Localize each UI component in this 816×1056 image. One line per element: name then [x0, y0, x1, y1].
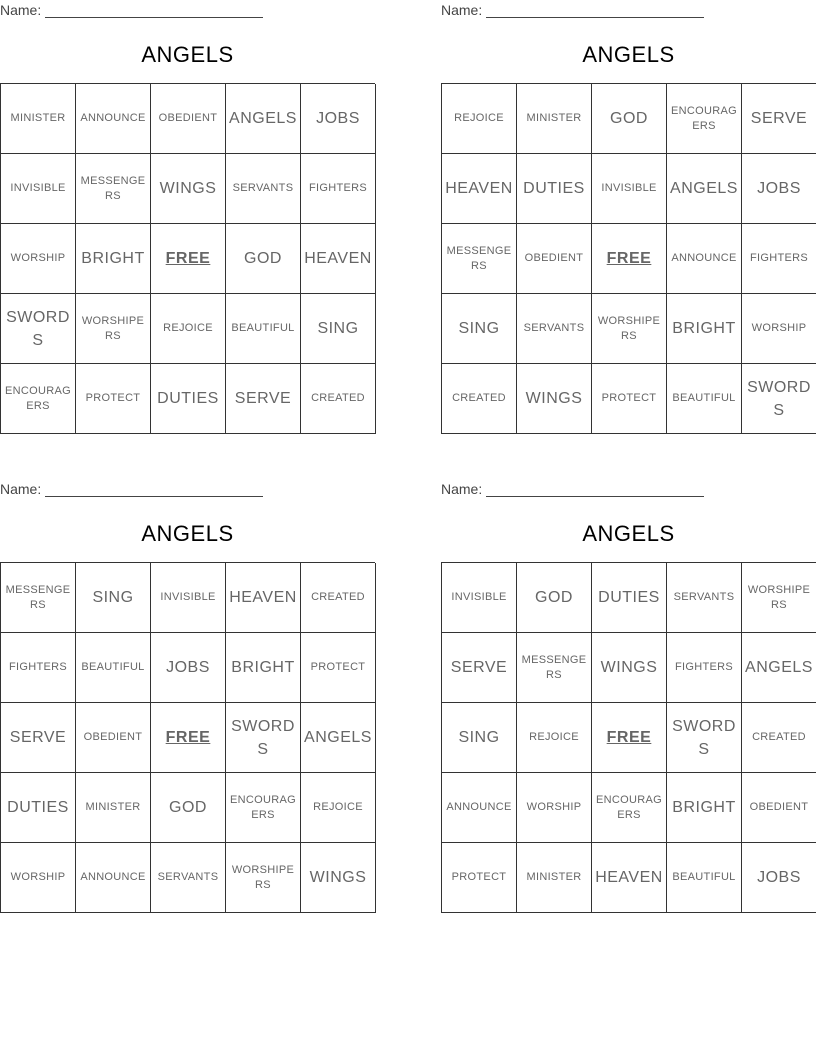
bingo-cell[interactable]: FIGHTERS	[742, 224, 816, 294]
name-underline[interactable]	[486, 483, 704, 497]
name-field	[441, 2, 704, 18]
bingo-cell[interactable]: ANNOUNCE	[76, 84, 151, 154]
bingo-cell[interactable]: BRIGHT	[667, 294, 742, 364]
bingo-cell[interactable]: DUTIES	[517, 154, 592, 224]
bingo-cell[interactable]: FIGHTERS	[301, 154, 376, 224]
bingo-cell[interactable]: MINISTER	[1, 84, 76, 154]
bingo-cell[interactable]: ANNOUNCE	[442, 773, 517, 843]
bingo-cell[interactable]: HEAVEN	[592, 843, 667, 913]
bingo-cell[interactable]: CREATED	[742, 703, 816, 773]
bingo-cell[interactable]: FIGHTERS	[1, 633, 76, 703]
bingo-cell[interactable]: WINGS	[592, 633, 667, 703]
free-space[interactable]: FREE	[151, 224, 226, 294]
bingo-cell[interactable]: BEAUTIFUL	[226, 294, 301, 364]
bingo-cell[interactable]: REJOICE	[517, 703, 592, 773]
bingo-cell[interactable]: DUTIES	[1, 773, 76, 843]
bingo-cell[interactable]: INVISIBLE	[442, 563, 517, 633]
bingo-cell[interactable]: SERVANTS	[151, 843, 226, 913]
free-space[interactable]: FREE	[592, 703, 667, 773]
name-field	[0, 2, 263, 18]
bingo-cell[interactable]: OBEDIENT	[517, 224, 592, 294]
bingo-cell[interactable]: SWORDS	[667, 703, 742, 773]
bingo-cell[interactable]: BRIGHT	[76, 224, 151, 294]
bingo-cell[interactable]: ANGELS	[742, 633, 816, 703]
bingo-card-3	[0, 479, 375, 919]
bingo-cell[interactable]: MESSENGERS	[1, 563, 76, 633]
bingo-cell[interactable]: FIGHTERS	[667, 633, 742, 703]
bingo-cell[interactable]: CREATED	[301, 563, 376, 633]
bingo-card-2	[441, 0, 816, 440]
bingo-cell[interactable]: INVISIBLE	[151, 563, 226, 633]
bingo-cell[interactable]: ANGELS	[226, 84, 301, 154]
bingo-cell[interactable]: BEAUTIFUL	[76, 633, 151, 703]
bingo-cell[interactable]: SERVE	[1, 703, 76, 773]
bingo-cell[interactable]: INVISIBLE	[1, 154, 76, 224]
bingo-cell[interactable]: SERVANTS	[517, 294, 592, 364]
name-field	[441, 481, 704, 497]
bingo-cell[interactable]: DUTIES	[151, 364, 226, 434]
name-field	[0, 481, 263, 497]
bingo-cell[interactable]: WINGS	[151, 154, 226, 224]
bingo-cell[interactable]: GOD	[226, 224, 301, 294]
name-label: Name:	[441, 481, 483, 497]
bingo-cell[interactable]: ANGELS	[301, 703, 376, 773]
name-label: Name:	[0, 2, 42, 18]
bingo-cell[interactable]: WORSHIP	[1, 224, 76, 294]
bingo-cell[interactable]: SWORDS	[742, 364, 816, 434]
card-title: ANGELS	[141, 42, 234, 67]
bingo-cell[interactable]: REJOICE	[442, 84, 517, 154]
bingo-cell[interactable]: GOD	[592, 84, 667, 154]
bingo-cell[interactable]: SERVE	[742, 84, 816, 154]
bingo-cell[interactable]: SWORDS	[1, 294, 76, 364]
name-label: Name:	[441, 2, 483, 18]
free-space[interactable]: FREE	[592, 224, 667, 294]
bingo-cell[interactable]: SWORDS	[226, 703, 301, 773]
bingo-cell[interactable]: MINISTER	[517, 843, 592, 913]
bingo-cell[interactable]: SING	[442, 703, 517, 773]
bingo-cell[interactable]: SERVANTS	[226, 154, 301, 224]
bingo-cell[interactable]: ENCOURAGERS	[592, 773, 667, 843]
bingo-cell[interactable]: MESSENGERS	[76, 154, 151, 224]
bingo-cell[interactable]: HEAVEN	[442, 154, 517, 224]
bingo-grid	[441, 562, 816, 913]
bingo-cell[interactable]: PROTECT	[442, 843, 517, 913]
bingo-cell[interactable]: OBEDIENT	[76, 703, 151, 773]
name-label: Name:	[0, 481, 42, 497]
bingo-cell[interactable]: WORSHIP	[1, 843, 76, 913]
bingo-cell[interactable]: JOBS	[742, 154, 816, 224]
bingo-grid	[0, 562, 375, 913]
name-underline[interactable]	[486, 4, 704, 18]
bingo-cell[interactable]: WORSHIP	[517, 773, 592, 843]
bingo-cell[interactable]: JOBS	[151, 633, 226, 703]
bingo-cell[interactable]: OBEDIENT	[151, 84, 226, 154]
bingo-cell[interactable]: WORSHIP	[742, 294, 816, 364]
bingo-cell[interactable]: CREATED	[301, 364, 376, 434]
card-title: ANGELS	[582, 521, 675, 546]
bingo-cell[interactable]: CREATED	[442, 364, 517, 434]
bingo-grid	[0, 83, 375, 434]
bingo-cell[interactable]: OBEDIENT	[742, 773, 816, 843]
card-title: ANGELS	[582, 42, 675, 67]
bingo-cell[interactable]: GOD	[517, 563, 592, 633]
bingo-cell[interactable]: HEAVEN	[226, 563, 301, 633]
bingo-cell[interactable]: BEAUTIFUL	[667, 364, 742, 434]
bingo-card-1	[0, 0, 375, 440]
bingo-cell[interactable]: JOBS	[742, 843, 816, 913]
bingo-cell[interactable]: ANGELS	[667, 154, 742, 224]
bingo-grid	[441, 83, 816, 434]
bingo-cell[interactable]: WINGS	[301, 843, 376, 913]
bingo-cell[interactable]: HEAVEN	[301, 224, 376, 294]
bingo-cell[interactable]: MESSENGERS	[442, 224, 517, 294]
bingo-card-4	[441, 479, 816, 919]
card-title: ANGELS	[141, 521, 234, 546]
bingo-cell[interactable]: ANNOUNCE	[667, 224, 742, 294]
bingo-cell[interactable]: WORSHIPERS	[742, 563, 816, 633]
bingo-cell[interactable]: BEAUTIFUL	[667, 843, 742, 913]
bingo-cell[interactable]: GOD	[151, 773, 226, 843]
bingo-cell[interactable]: ANNOUNCE	[76, 843, 151, 913]
bingo-cell[interactable]: ENCOURAGERS	[226, 773, 301, 843]
bingo-cell[interactable]: REJOICE	[151, 294, 226, 364]
bingo-cell[interactable]: SERVANTS	[667, 563, 742, 633]
name-underline[interactable]	[45, 483, 263, 497]
bingo-cell[interactable]: INVISIBLE	[592, 154, 667, 224]
bingo-cell[interactable]: MESSENGERS	[517, 633, 592, 703]
bingo-cell[interactable]: PROTECT	[592, 364, 667, 434]
bingo-cell[interactable]: JOBS	[301, 84, 376, 154]
bingo-cell[interactable]: REJOICE	[301, 773, 376, 843]
bingo-cell[interactable]: WINGS	[517, 364, 592, 434]
bingo-cell[interactable]: SING	[76, 563, 151, 633]
bingo-cell[interactable]: DUTIES	[592, 563, 667, 633]
bingo-cell[interactable]: ENCOURAGERS	[1, 364, 76, 434]
bingo-cell[interactable]: SERVE	[442, 633, 517, 703]
bingo-cell[interactable]: WORSHIPERS	[226, 843, 301, 913]
bingo-cell[interactable]: WORSHIPERS	[592, 294, 667, 364]
bingo-cell[interactable]: MINISTER	[517, 84, 592, 154]
bingo-cell[interactable]: BRIGHT	[226, 633, 301, 703]
bingo-cell[interactable]: WORSHIPERS	[76, 294, 151, 364]
bingo-cell[interactable]: SING	[301, 294, 376, 364]
bingo-cell[interactable]: ENCOURAGERS	[667, 84, 742, 154]
name-underline[interactable]	[45, 4, 263, 18]
free-space[interactable]: FREE	[151, 703, 226, 773]
bingo-cell[interactable]: SERVE	[226, 364, 301, 434]
bingo-cell[interactable]: MINISTER	[76, 773, 151, 843]
bingo-cell[interactable]: PROTECT	[301, 633, 376, 703]
bingo-cell[interactable]: SING	[442, 294, 517, 364]
bingo-cell[interactable]: PROTECT	[76, 364, 151, 434]
bingo-cell[interactable]: BRIGHT	[667, 773, 742, 843]
